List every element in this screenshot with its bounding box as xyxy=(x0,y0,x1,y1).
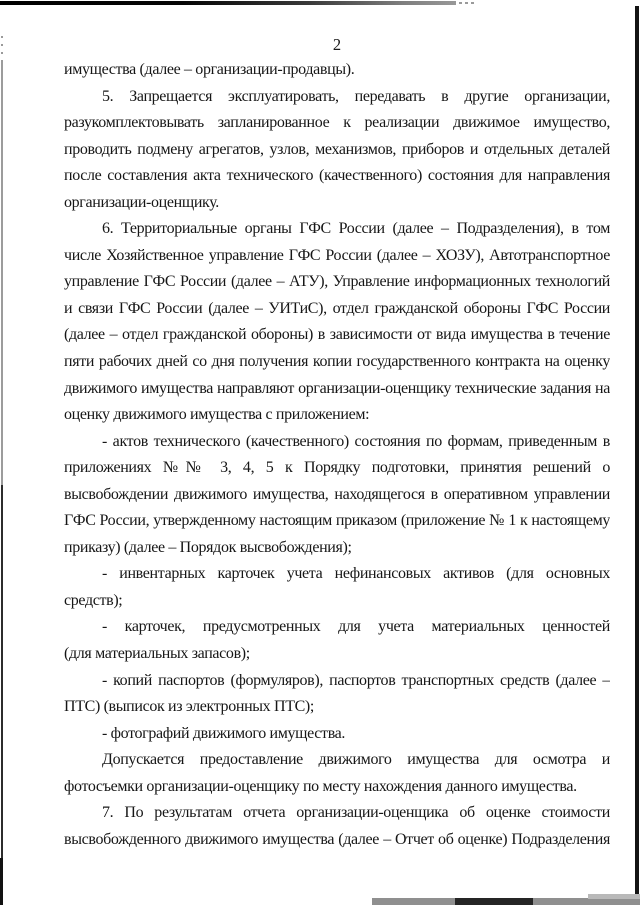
scan-edge-bottom-dark xyxy=(455,898,533,905)
text-line: ГФС России, утвержденному настоящим приказом (приложение № 1 к настоящему xyxy=(64,512,610,530)
text-line: средств); xyxy=(64,591,123,609)
text-line: фотосъемки организации-оценщику по месту нахождения данного имущества. xyxy=(64,777,577,795)
text-line: - фотографий движимого имущества. xyxy=(102,724,346,742)
text-line: - копий паспортов (формуляров), паспортов транспортных средств (далее – xyxy=(102,671,610,689)
text-line: разукомплектовывать запланированное к реализации движимое имущество, xyxy=(64,114,610,132)
text-line: высвобождении движимого имущества, находящегося в оперативном управлении xyxy=(64,485,610,503)
text-line: приложениях №№ 3, 4, 5 к Порядку подготовки, принятия решений о xyxy=(64,459,610,477)
text-line: - карточек, предусмотренных для учета материальных ценностей xyxy=(102,618,610,636)
text-line: организации-оценщику. xyxy=(64,193,219,211)
text-line: - актов технического (качественного) состояния по формам, приведенным в xyxy=(102,432,610,450)
text-line: Допускается предоставление движимого имущества для осмотра и xyxy=(102,751,610,769)
scan-edge-left xyxy=(1,60,3,485)
text-line: оценку движимого имущества с приложением: xyxy=(64,406,370,424)
text-line: имущества (далее – организации-продавцы). xyxy=(64,61,355,78)
text-line: пяти рабочих дней со дня получения копии государственного контракта на оценку xyxy=(64,353,610,371)
scan-speck xyxy=(471,2,474,4)
scan-edge-right xyxy=(635,6,639,905)
scan-edge-left-lower xyxy=(1,485,3,860)
scan-speck xyxy=(465,2,468,4)
text-line: приказу) (далее – Порядок высвобождения); xyxy=(64,538,352,556)
text-line: высвобожденного движимого имущества (далее – Отчет об оценке) Подразделения xyxy=(64,830,610,848)
text-line: 5. Запрещается эксплуатировать, передавать в другие организации, xyxy=(102,87,610,105)
text-line: после составления акта технического (качественного) состояния для направления xyxy=(64,167,610,185)
text-line: - инвентарных карточек учета нефинансовых активов (для основных xyxy=(102,565,610,583)
text-line: 6. Территориальные органы ГФС России (далее – Подразделения), в том xyxy=(102,220,610,238)
text-line: и связи ГФС России (далее – УИТиС), отдел гражданской обороны ГФС России xyxy=(64,299,610,317)
scan-edge-top xyxy=(0,1,456,5)
body-text xyxy=(64,57,610,853)
text-line: (далее – отдел гражданской обороны) в зависимости от вида имущества в течение xyxy=(64,326,610,344)
text-line: числе Хозяйственное управление ГФС России (далее – ХОЗУ), Автотранспортное xyxy=(64,246,610,264)
scan-edge-left-dashes xyxy=(1,36,3,58)
text-line: (для материальных запасов); xyxy=(64,645,250,663)
text-line: проводить подмену агрегатов, узлов, механизмов, приборов и отдельных деталей xyxy=(64,140,610,158)
text-line: управление ГФС России (далее – АТУ), Управление информационных технологий xyxy=(64,273,610,291)
scan-speck xyxy=(459,2,462,4)
scan-edge-bottom-light xyxy=(588,894,640,899)
scan-edge-left-foot xyxy=(0,858,3,905)
text-line: движимого имущества направляют организации-оценщику технические задания на xyxy=(64,379,610,397)
text-line: 7. По результатам отчета организации-оценщика об оценке стоимости xyxy=(102,804,610,822)
text-line: ПТС) (выписок из электронных ПТС); xyxy=(64,698,315,716)
page-number: 2 xyxy=(332,35,342,54)
